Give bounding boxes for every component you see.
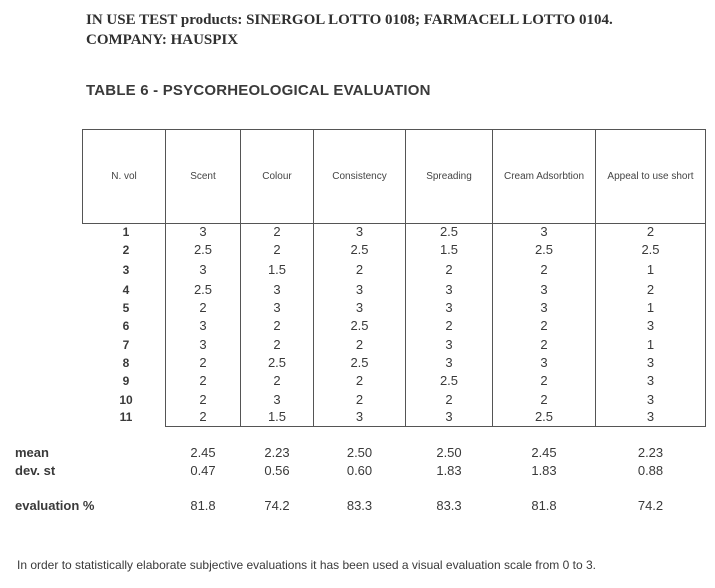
document-header-line-2: COMPANY: HAUSPIX [86,32,239,48]
table-cell: 3 [540,224,548,239]
table-title: TABLE 6 - PSYCORHEOLOGICAL EVALUATION [86,82,431,99]
stat-value-eval: 81.8 [190,498,216,513]
table-cell: 3 [646,355,655,370]
table-cell: 2 [273,318,281,333]
table-cell: 2.5 [439,373,459,388]
stat-value-dev: 0.60 [346,463,373,478]
table-cell: 2 [355,337,364,352]
table-cell: 2.5 [350,355,369,370]
stat-value-dev: 1.83 [531,463,557,478]
table-cell: 2.5 [439,224,459,239]
table-cell: 3 [646,392,655,407]
volunteer-number: 3 [122,263,130,277]
column-header: N. vol [82,129,166,224]
table-cell: 2 [273,373,281,388]
column-header: Colour [240,129,314,224]
table-cell: 2 [199,355,207,370]
table-cell: 3 [445,409,453,424]
table-cell: 2 [646,282,655,297]
table-cell: 3 [646,409,655,424]
table-cell: 2.5 [534,242,554,257]
stat-value-mean: 2.50 [346,445,373,460]
table-cell: 3 [273,300,281,315]
volunteer-number: 5 [122,301,130,315]
volunteer-number: 1 [122,225,130,239]
column-header: Appeal to use short [595,129,706,224]
volunteer-number: 4 [122,283,130,297]
stat-label-mean: mean [15,445,49,460]
table-cell: 3 [355,300,364,315]
evaluation-table [82,129,706,426]
table-cell: 3 [445,337,453,352]
volunteer-number: 10 [119,393,133,407]
table-cell: 3 [445,300,453,315]
stat-value-eval: 83.3 [436,498,462,513]
table-cell: 2 [273,224,281,239]
table-cell: 3 [199,318,207,333]
table-cell: 1.5 [267,409,287,424]
stat-value-dev: 0.56 [264,463,290,478]
stat-value-mean: 2.23 [264,445,290,460]
stat-value-mean: 2.50 [436,445,462,460]
table-cell: 2 [273,337,281,352]
table-cell: 1.5 [439,242,459,257]
table-cell: 2 [445,262,453,277]
volunteer-number: 2 [122,243,130,257]
stat-value-dev: 1.83 [436,463,462,478]
table-cell: 2.5 [641,242,660,257]
table-cell: 2 [540,318,548,333]
table-cell: 2 [199,373,207,388]
stat-value-dev: 0.47 [190,463,216,478]
volunteer-number: 7 [122,338,130,352]
table-cell: 2 [445,392,453,407]
volunteer-number: 11 [119,410,133,424]
volunteer-number: 6 [122,319,130,333]
table-cell: 1 [646,337,655,352]
table-cell: 3 [540,282,548,297]
table-cell: 2 [540,373,548,388]
table-cell: 2.5 [350,318,369,333]
table-cell: 3 [355,282,364,297]
stat-value-eval: 74.2 [637,498,664,513]
table-cell: 2 [540,262,548,277]
table-cell: 2 [273,242,281,257]
stat-label-dev: dev. st [15,463,56,478]
table-cell: 2.5 [193,282,213,297]
table-cell: 2 [540,392,548,407]
column-header: Cream Adsorbtion [492,129,596,224]
table-cell: 3 [445,282,453,297]
stat-label-eval: evaluation % [15,498,95,513]
stat-value-eval: 81.8 [531,498,557,513]
table-cell: 2.5 [193,242,213,257]
table-cell: 2 [540,337,548,352]
table-cell: 3 [540,355,548,370]
table-cell: 1 [646,262,655,277]
volunteer-number: 8 [122,356,130,370]
stat-value-eval: 74.2 [264,498,290,513]
table-cell: 2.5 [350,242,369,257]
table-cell: 2 [199,300,207,315]
table-cell: 3 [540,300,548,315]
table-cell: 2 [355,262,364,277]
column-header: Scent [165,129,241,224]
table-cell: 2 [445,318,453,333]
table-cell: 2.5 [267,355,287,370]
table-cell: 3 [355,224,364,239]
table-cell: 1.5 [267,262,287,277]
table-cell: 3 [273,392,281,407]
stat-value-mean: 2.45 [531,445,557,460]
table-cell: 3 [646,373,655,388]
table-cell: 1 [646,300,655,315]
table-cell: 2.5 [534,409,554,424]
table-cell: 3 [646,318,655,333]
column-header: Consistency [313,129,406,224]
table-cell: 2 [199,392,207,407]
table-cell: 3 [355,409,364,424]
volunteer-number: 9 [122,374,130,388]
stat-value-eval: 83.3 [346,498,373,513]
footnote: In order to statistically elaborate subjective evaluations it has been used a visual evaluation scale from 0 to 3. [17,558,596,572]
table-cell: 2 [646,224,655,239]
stat-value-mean: 2.45 [190,445,216,460]
table-cell: 2 [355,392,364,407]
table-cell: 3 [273,282,281,297]
table-cell: 3 [445,355,453,370]
table-cell: 2 [199,409,207,424]
table-cell: 3 [199,337,207,352]
stat-value-dev: 0.88 [637,463,664,478]
document-header-line-1: IN USE TEST products: SINERGOL LOTTO 0108; FARMACELL LOTTO 0104. [86,12,613,28]
table-cell: 3 [199,262,207,277]
column-header: Spreading [405,129,493,224]
table-cell: 2 [355,373,364,388]
stat-value-mean: 2.23 [637,445,664,460]
table-cell: 3 [199,224,207,239]
